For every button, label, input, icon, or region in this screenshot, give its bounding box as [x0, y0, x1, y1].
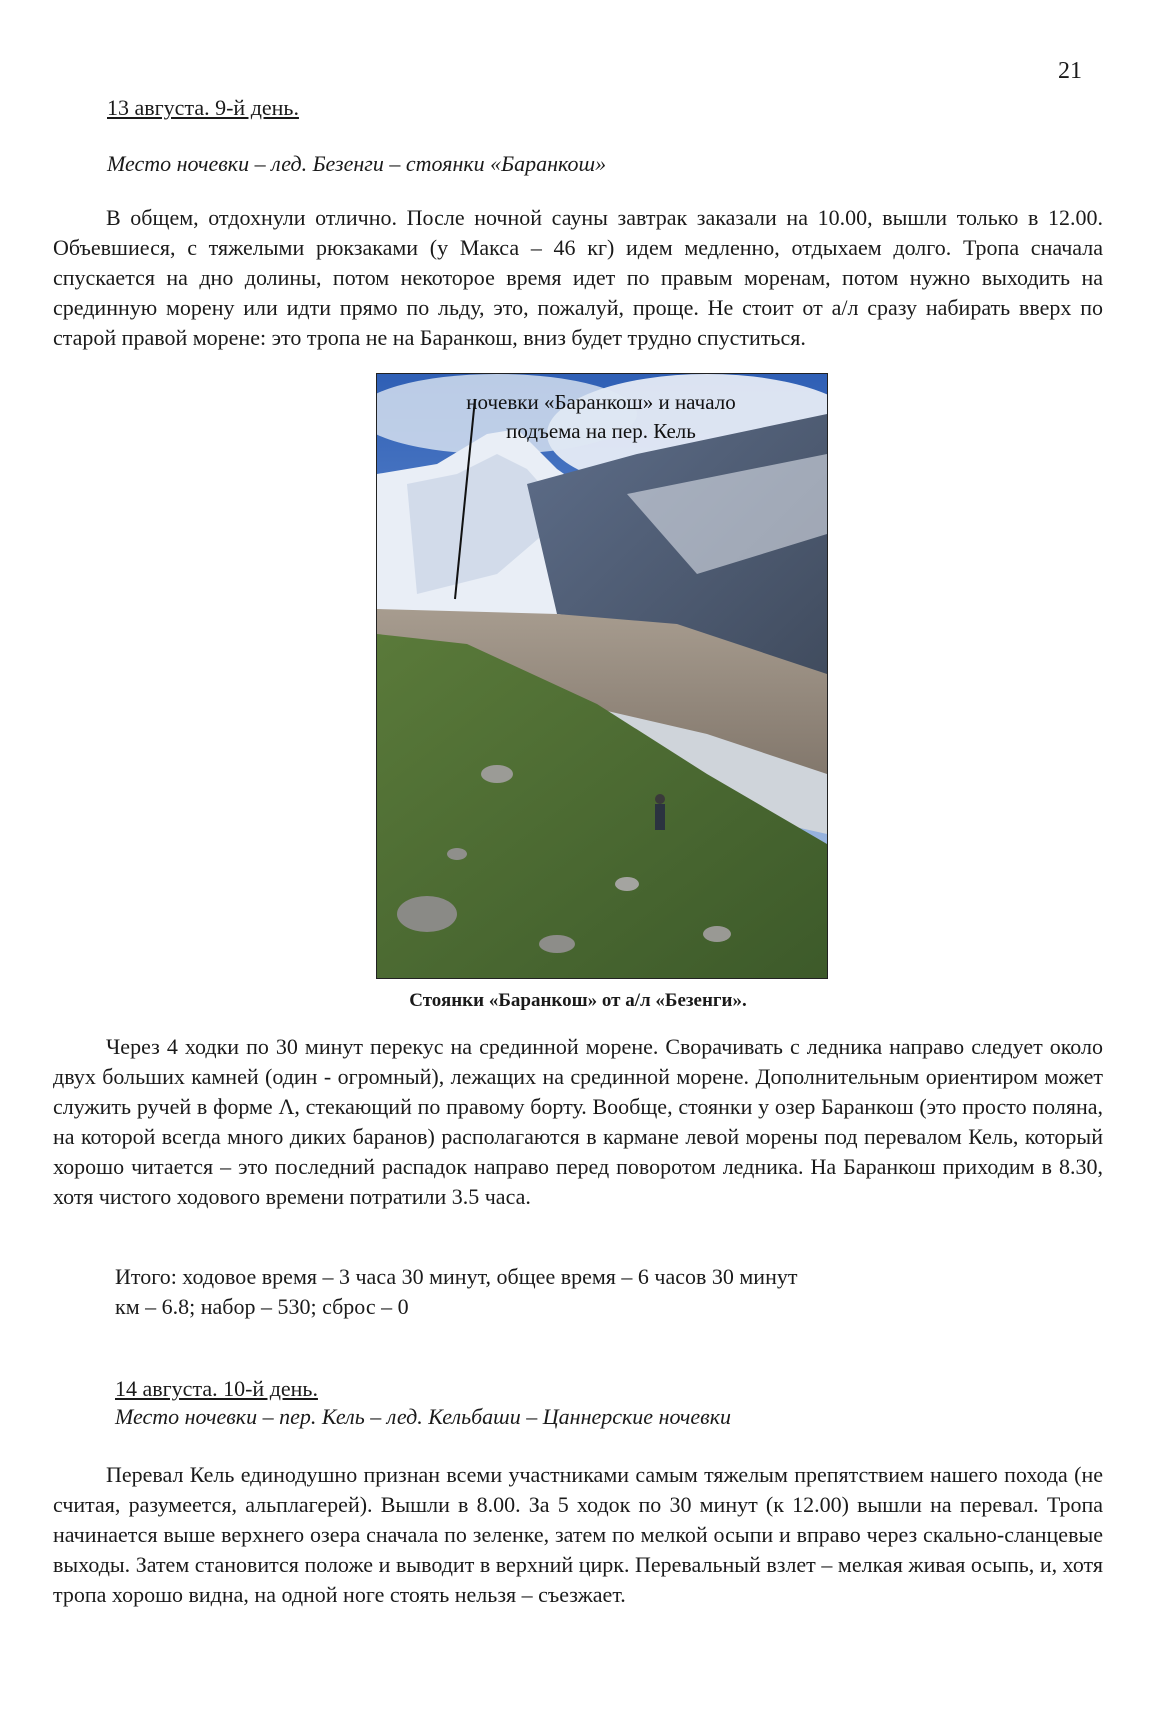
photo-annotation [376, 388, 826, 446]
photo-annotation-line-1: ночевки «Баранкош» и начало [466, 390, 736, 414]
day14-heading: 14 августа. 10-й день. [115, 1376, 318, 1401]
day13-summary-line-1: Итого: ходовое время – 3 часа 30 минут, общее время – 6 часов 30 минут [115, 1264, 798, 1289]
mountain-photo-image [377, 374, 827, 978]
day14-place: Место ночевки – пер. Кель – лед. Кельбаши – Цаннерские ночевки [115, 1404, 732, 1429]
day13-heading: 13 августа. 9-й день. [107, 95, 299, 120]
photo-annotation-line-2: подъема на пер. Кель [506, 419, 696, 443]
day13-place: Место ночевки – лед. Безенги – стоянки «Баранкош» [107, 151, 607, 176]
day14-paragraph-1: Перевал Кель единодушно признан всеми участниками самым тяжелым препятствием нашего похода (не считая, разумеется, альплагерей). Вышли в 8.00. За 5 ходок по 30 минут (к 12.00) вышли на перевал. Тропа начинается выше верхнего озера сначала по зеленке, затем по мелкой осыпи и вправо через скально-сланцевые выходы. Затем становится положе и выводит в верхний цирк. Перевальный взлет – мелкая живая осыпь, и, хотя тропа хорошо видна, на одной ноге стоять нельзя – съезжает. [53, 1462, 1103, 1607]
mountain-photo [376, 373, 828, 979]
day13-paragraph-1: В общем, отдохнули отлично. После ночной сауны завтрак заказали на 10.00, вышли только в 12.00. Объевшиеся, с тяжелыми рюкзаками (у Макса – 46 кг) идем медленно, отдыхаем долго. Тропа сначала спускается на дно долины, потом некоторое время идет по правым моренам, потом нужно выходить на срединную морену или идти прямо по льду, это, пожалуй, проще. Не стоит от а/л сразу набирать вверх по старой правой морене: это тропа не на Баранкош, вниз будет трудно спуститься. [53, 205, 1103, 350]
day13-summary-line-2: км – 6.8; набор – 530; сброс – 0 [115, 1294, 409, 1319]
day13-paragraph-2: Через 4 ходки по 30 минут перекус на срединной морене. Сворачивать с ледника направо следует около двух больших камней (один - огромный), лежащих на срединной морене. Дополнительным ориентиром может служить ручей в форме Λ, стекающий по правому борту. Вообще, стоянки у озер Баранкош (это просто поляна, на которой всегда много диких баранов) располагаются в кармане левой морены под перевалом Кель, который хорошо читается – это последний распадок направо перед поворотом ледника. На Баранкош приходим в 8.30, хотя чистого ходового времени потратили 3.5 часа. [53, 1034, 1103, 1209]
photo-caption: Стоянки «Баранкош» от а/л «Безенги». [409, 990, 747, 1011]
page-number: 21 [1058, 58, 1082, 84]
